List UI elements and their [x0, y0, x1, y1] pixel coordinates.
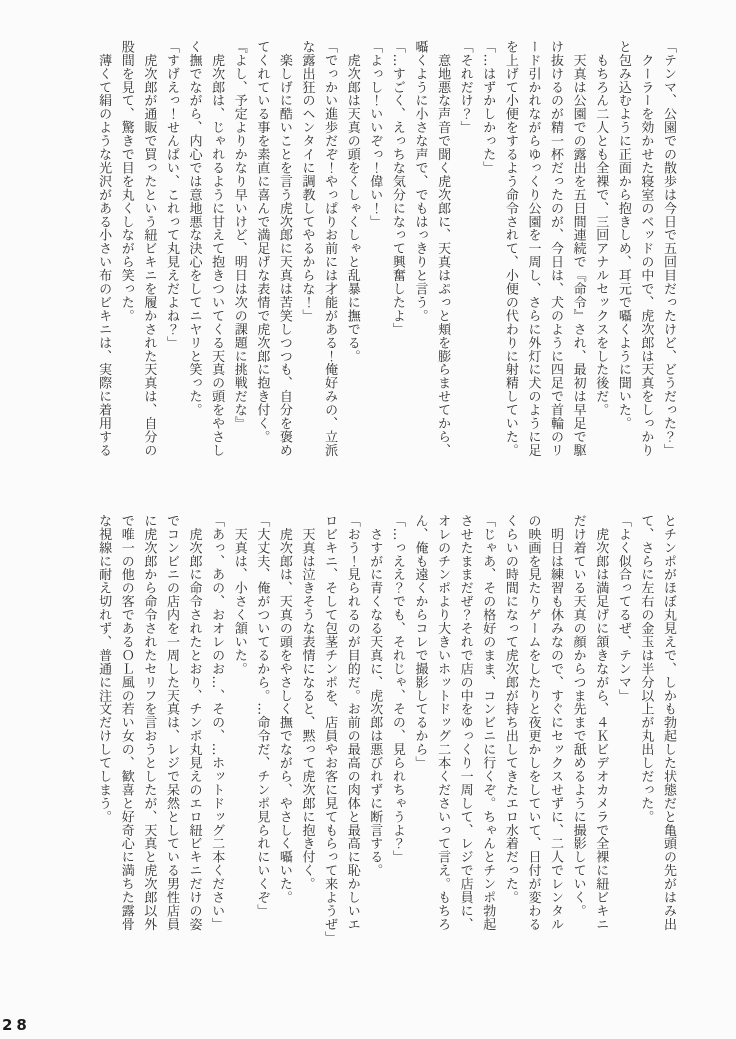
- text-block-top: [92, 40, 679, 474]
- text-line: 股間を見て、驚きで目を丸くしながら笑った。: [118, 40, 134, 323]
- text-line: 「でっかい進歩だぞ！やっぱりお前には才能がある！俺好みの、立派: [322, 40, 338, 457]
- text-line: 虎次郎は、天真の頭をやさしく撫でながら、やさしく囁いた。: [276, 514, 292, 905]
- text-line: 「それだけ？」: [457, 40, 473, 135]
- text-line: な露出狂のヘンタイに調教してやるからな！」: [299, 40, 315, 323]
- text-line: を上げて小便をするよう命令されて、小便の代わりに射精していた。: [502, 40, 518, 457]
- text-line: でコンビニの店内を一周した天真は、レジで呆然としている男性店員: [163, 514, 179, 931]
- text-line: 「…っええ？でも、それじゃ、その、見られちゃうよ？」: [389, 514, 405, 864]
- text-line: 「…すごく、えっちな気分になって興奮したよ」: [389, 40, 405, 336]
- text-line: オレのチンポより大きいホットドッグ二本くださいって言え。もちろ: [435, 514, 451, 931]
- text-line: て、さらに左右の金玉は半分以上が丸出しだった。: [638, 514, 654, 824]
- text-line: 明日は練習も休みなので、すぐにセックスせずに、二人でレンタル: [548, 514, 564, 931]
- text-line: 「おう！見られるのが目的だ。お前の最高の肉体と最高に恥かしいエ: [344, 514, 360, 931]
- text-line: 「よく似合ってるぜ、テンマ」: [615, 514, 631, 703]
- text-line: 「あっ、あの、おオレのお…、その、…ホットドッグ二本ください」: [209, 514, 225, 931]
- text-line: 囁くように小さな声で、でもはっきりと言う。: [412, 40, 428, 323]
- text-line: 『よし、予定よりかなり早いけど、明日は次の課題に挑戦だな』: [231, 40, 247, 431]
- text-line: 「…はずかしかった」: [480, 40, 496, 175]
- text-line: だけ着ている天真の顔からつま先まで舐めるように撮影していく。: [570, 514, 586, 918]
- text-line: 意地悪な声音で聞く虎次郎に、天真はぷっと頬を膨らませてから、: [435, 40, 451, 457]
- text-line: 天真は、小さく頷いた。: [231, 514, 247, 676]
- text-line: 「じゃあ、その格好のまま、コンビニに行くぞ。ちゃんとチンポ勃起: [480, 514, 496, 931]
- text-line: な視線に耐え切れず、普通に注文だけしてしまう。: [96, 514, 112, 824]
- text-line: さすがに青くなる天真に、虎次郎は悪びれずに断言する。: [367, 514, 383, 878]
- text-line: くらいの時間になって虎次郎が持ち出してきたエロ水着だった。: [502, 514, 518, 905]
- text-line: の映画を見たりゲームをしたりと夜更かしをしていて、日付が変わる: [525, 514, 541, 931]
- text-line: く撫でながら、内心では意地悪な決心をしてニヤリと笑った。: [186, 40, 202, 417]
- text-line: 虎次郎は満足げに頷きながら、４Ｋビデオカメラで全裸に紐ビキニ: [593, 514, 609, 931]
- text-line: ロビキニ、そして包茎チンポを、店員やお客に見てもらって来ようぜ」: [322, 514, 338, 945]
- text-line: ード引かれながらゆっくり公園を一周し、さらに外灯に犬のように足: [525, 40, 541, 457]
- text-line: 「大丈夫、俺がついてるから。…命令だ、チンポ見られにいくぞ」: [254, 514, 270, 918]
- text-line: 虎次郎が通販で買ったという紐ビキニを履かされた天真は、自分の: [141, 40, 157, 457]
- text-line: と包み込むように正面から抱きしめ、耳元で囁くように聞いた。: [615, 40, 631, 431]
- text-block-bottom: [92, 514, 679, 948]
- text-line: クーラーを効かせた寝室のベッドの中で、虎次郎は天真をしっかり: [638, 40, 654, 457]
- text-line: 天真は泣きそうな表情になると、黙って虎次郎に抱き付く。: [299, 514, 315, 891]
- text-line: とチンポがほぼ丸見えで、しかも勃起した状態だと亀頭の先がはみ出: [661, 514, 676, 931]
- text-line: に虎次郎から命令されたセリフを言おうとしたが、天真と虎次郎以外: [141, 514, 157, 931]
- text-line: け抜けるのが精一杯だったのが、今日は、犬のように四足で首輪のリ: [548, 40, 564, 457]
- text-line: もちろん二人とも全裸で、三回アナルセックスをした後だ。: [593, 40, 609, 417]
- text-line: 虎次郎は、じゃれるように甘えて抱きついてくる天真の頭をやさし: [209, 40, 225, 457]
- text-line: 薄くて絹のような光沢がある小さい布のビキニは、実際に着用する: [96, 40, 112, 457]
- text-line: ん、俺も遠くからコレで撮影してるから」: [412, 514, 428, 770]
- text-line: 「すげえっ！せんぱい、これって丸見えだよね？」: [163, 40, 179, 350]
- text-line: 虎次郎は天真の頭をくしゃくしゃと乱暴に撫でる。: [344, 40, 360, 363]
- text-line: 「テンマ、公園での散歩は今日で五回目だったけど、どうだった？」: [661, 40, 676, 457]
- text-line: 「よっし！いいぞっ！偉い！」: [367, 40, 383, 229]
- page-number: 28: [2, 1016, 31, 1034]
- text-line: 天真は公園での露出を五日間連続で『命令』され、最初は早足で駆: [570, 40, 586, 457]
- text-line: 虎次郎に命令されたとおり、チンポ丸見えのエロ紐ビキニだけの姿: [186, 514, 202, 931]
- text-line: てくれている事を素直に喜んで満足げな表情で虎次郎に抱き付く。: [254, 40, 270, 444]
- text-line: させたままだぜ？それで店の中をゆっくり一周して、レジで店員に、: [457, 514, 473, 931]
- text-line: 楽しげに酷いことを言う虎次郎に天真は苦笑しつつも、自分を褒め: [276, 40, 292, 457]
- text-line: で唯一の他の客であるＯＬ風の若い女の、歓喜と好奇心に満ちた露骨: [118, 514, 134, 931]
